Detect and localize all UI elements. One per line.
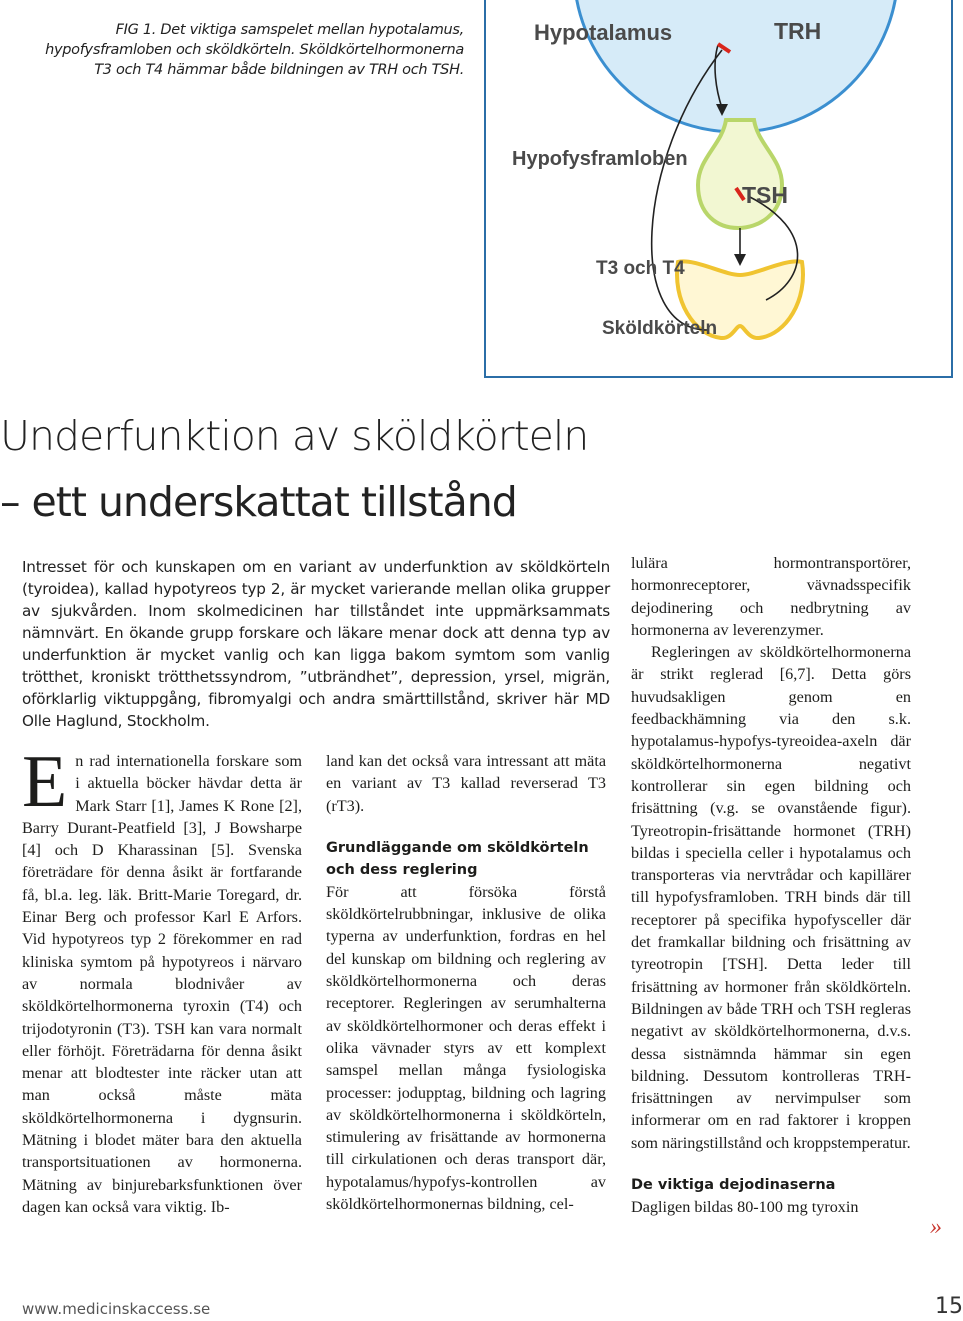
- diagram-graphics: [486, 0, 955, 378]
- label-trh: TRH: [774, 18, 822, 44]
- page-number: 15: [935, 1294, 963, 1319]
- column-3-text-2: Regleringen av sköldkörtelhormonerna är strikt reglerad [6,7]. Detta görs huvudsakligen genom en feedbackhämning via den s.k. hypotalamus-hypofys-tyreoidea-axeln där sköldkörtelhormonerna negativt kontrollerar sin egen bildning och frisättning (v.g. se ovanstående figur). Tyreotropin-frisättande hormonet (TRH) bildas i speciella celler i hypotalamus och transporteras via nervtrådar och kapillärer till hypofysframloben. TRH binds där till receptorer på specifika hypofysceller där det framkallar bildning och frisättning av tyreotropin [TSH]. Detta leder till frisättning av hormoner från sköldkörteln. Bildningen av både TRH och TSH regleras negativt av sköldkörtelhormonerna, d.v.s. dessa sistnämnda hämmar sin egen bildning. Dessutom kontrolleras TRH-frisättningen av nervimpulser som informerar om en rad faktorer i kroppen som näringstillstånd och kroppstemperatur.: [631, 643, 911, 1152]
- body-column-3: [631, 552, 911, 1218]
- tsh-arrowhead: [734, 254, 746, 266]
- column-3-text-3: Dagligen bildas 80-100 mg tyroxin: [631, 1198, 859, 1217]
- headline-line-1: Underfunktion av sköldkörteln: [0, 412, 589, 460]
- column-2-text-2: För att försöka förstå sköldkörtelrubbningar, inklusive de olika typerna av underfunktion, fordras en hel del kunskap om bildning och reglering av sköldkörtelhormonerna och deras receptorer. Regleringen av serumhalterna av sköldkörtelhormoner och deras effekt i olika vävnader styrs av ett komplext samspel mellan många fysiologiska processer: jodupptag, bildning och lagring av sköldkörtelhormonerna i sköldkörteln, stimulering av frisättande av hormonerna till cirkulationen och deras transport där, hypotalamus/hypofys-kontrollen av sköldkörtelhormonernas bildning, cel-: [326, 882, 606, 1214]
- label-hypofysframloben: Hypofysframloben: [512, 148, 688, 170]
- headline-line-2: – ett underskattat tillstånd: [0, 478, 517, 526]
- column-1-text: n rad internationella forskare som i aktuella böcker hävdar detta är Mark Starr [1], James K Rone [2], Barry Durant-Peatfield [3], J Bowsharpe [4] och D Kharassinan [5]. Svenska företrädare för denna åsikt är fortfarande få, bl.a. leg. läk. Britt-Marie Toregard, dr. Einar Berg och professor Karl E Arfors. Vid hypotyreos typ 2 förekommer en rad kliniska symtom på hypotyreos i närvaro av normala blodnivåer av sköldkörtelhormonerna tyroxin (T4) och trijodotyronin (T3). TSH kan vara normalt eller förhöjt. Företrädarna för denna åsikt menar att blodtester inte räcker utan att man också måste mäta sköldkörtelhormonerna i dygnsurin. Mätning i blodet mäter bara den aktuella transportsituationen av hormonerna. Mätning av binjurebarksfunktionen över dagen kan också vara viktig. Ib-: [22, 752, 302, 1216]
- column-2-text-1: land kan det också vara intressant att mäta en variant av T3 kallad reverserad T3 (rT3).: [326, 752, 606, 815]
- label-skoldkorteln: Sköldkörteln: [602, 318, 718, 339]
- lead-paragraph: Intresset för och kunskapen om en variant av underfunktion av sköldkörteln (tyroidea), kallad hypotyreos typ 2, är mycket varierande mellan olika grupper av sjukvården. Inom skolmedicinen har tillståndet inte uppmärksammats nämnvärt. En ökande grupp forskare och läkare menar dock att denna typ av underfunktion är mycket vanlig och kan ligga bakom symtom som vanlig trötthet, kroniskt trötthetssyndrom, ”utbrändhet”, depression, yrsel, migrän, oförklarlig viktuppgång, fibromyalgi och andra smärttillstånd, skriver här MD Olle Haglund, Stockholm.: [22, 558, 610, 730]
- drop-cap: E: [22, 741, 68, 823]
- label-tsh: TSH: [742, 182, 788, 208]
- label-hypotalamus: Hypotalamus: [534, 20, 673, 45]
- body-column-2: [326, 750, 606, 1215]
- column-3-text-1: lulära hormontransportörer, hormonreceptorer, vävnadsspecifik dejodinering och nedbrytning av hormonerna av leverenzymer.: [631, 554, 911, 639]
- continue-mark: »: [930, 1214, 942, 1240]
- figure-caption: FIG 1. Det viktiga samspelet mellan hypotalamus, hypofysframloben och sköldkörteln. Sköldkörtelhormonerna T3 och T4 hämmar både bildningen av TRH och TSH.: [45, 22, 464, 78]
- subheading-grundlaggande: Grundläggande om sköldkörteln och dess reglering: [326, 839, 589, 878]
- hypofys-shape: [698, 120, 782, 228]
- label-t3-t4: T3 och T4: [596, 258, 685, 279]
- footer-url[interactable]: www.medicinskaccess.se: [22, 1300, 211, 1318]
- hypothalamus-pituitary-thyroid-diagram: [484, 0, 953, 378]
- body-column-1: [22, 741, 302, 1218]
- subheading-dejodinaserna: De viktiga dejodinaserna: [631, 1177, 836, 1194]
